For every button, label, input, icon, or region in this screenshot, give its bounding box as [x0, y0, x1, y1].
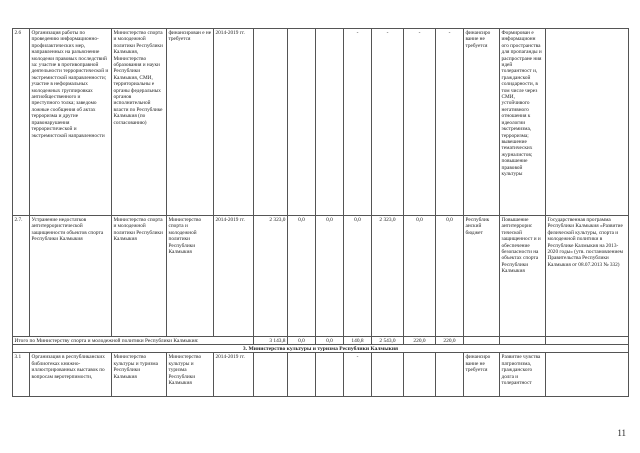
action-cell: Устранение недостатков антитеррористической защищенности объектов спорта Республики Калмыкия — [30, 216, 112, 337]
total-2015-cell: 0,0 — [316, 337, 344, 345]
basis-cell: Государственная программа Республики Калмыкия «Развитие физической культуры, спорта и молодежной политики в Республике Калмыкия на 2013-2020 годы» (утв. постановлением Правительства Республики Калмыкия от 08.07.2013 № 332) — [546, 216, 629, 337]
year-2019-cell — [436, 353, 464, 397]
total-2019-cell: 220,0 — [436, 337, 464, 345]
action-cell: Организация работы по проведению информационно-профилактических мер, направленных на разъяснение молодежи правовых последствий за: участие в противоправной деятельности террористической и экстремистской направленности; участие в неформальных молодежных группировках антиобщественного и преступного толка; заведомо ложные сообщения об актах терроризма и другие правонарушения террористической и экстремистской направленности — [30, 29, 112, 216]
year-2019-cell: 0,0 — [436, 216, 464, 337]
year-2017-cell: - — [372, 29, 404, 216]
basis-cell — [546, 29, 629, 216]
total-label: Итого по Министерству спорта и молодежной политики Республики Калмыкия: — [13, 337, 254, 345]
year-2016-cell: - — [344, 353, 372, 397]
total-cell — [254, 29, 288, 216]
year-2015-cell: 0,0 — [316, 216, 344, 337]
executor-cell: Министерство спорта и молодежной политики Республики Калмыкия — [112, 216, 167, 337]
customer-cell: Министерство спорта и молодежной политики Республики Калмыкия — [167, 216, 214, 337]
year-2018-cell: 0,0 — [404, 216, 436, 337]
total-cell: 2 323,0 — [254, 216, 288, 337]
total-sum-cell: 3 143,8 — [254, 337, 288, 345]
empty-cell — [464, 337, 500, 345]
source-cell: финансиро вание не требуется — [464, 29, 500, 216]
row-number: 2.7. — [13, 216, 30, 337]
basis-cell — [546, 353, 629, 397]
year-2015-cell — [316, 29, 344, 216]
table-row — [13, 29, 629, 216]
total-2017-cell: 2 543,0 — [372, 337, 404, 345]
executor-cell: Министерство спорта и молодежной политики Республики Калмыкия, Министерство образования и науки Республики Калмыкия, СМИ, территориальны е органы федеральных органов исполнительной власти по Республике Калмыкия (по согласованию) — [112, 29, 167, 216]
total-2014-cell: 0,0 — [288, 337, 316, 345]
source-cell: Республик анский бюджет — [464, 216, 500, 337]
action-plan-table — [12, 28, 629, 397]
year-2015-cell — [316, 353, 344, 397]
year-2017-cell — [372, 353, 404, 397]
customer-cell: Министерство культуры и туризма Республики Калмыкия — [167, 353, 214, 397]
section-title: 3. Министерство культуры и туризма Республики Калмыкия — [13, 345, 629, 353]
result-cell: Развитие чувства патриотизма, гражданского долга и толерантност — [500, 353, 546, 397]
source-cell: финансиро вание не требуется — [464, 353, 500, 397]
row-number: 3.1 — [13, 353, 30, 397]
customer-cell: финансирован е не требуется — [167, 29, 214, 216]
total-2016-cell: 140,8 — [344, 337, 372, 345]
period-cell: 2014-2019 гг. — [214, 353, 254, 397]
year-2014-cell — [288, 353, 316, 397]
result-cell: Формирован е информационн ого пространства для пропаганды и распростране ния идей толерантност и, гражданской солидарности, в том числе через СМИ, устойчивого негативного отношения к идеологии экстремизма, терроризма; вывешение тематических журналистов; повышение правовой культуры — [500, 29, 546, 216]
table-row — [13, 216, 629, 337]
total-row — [13, 337, 629, 345]
empty-cell — [500, 337, 546, 345]
year-2018-cell — [404, 353, 436, 397]
result-cell: Повышение антитеррорис тической защищенност и и обеспечение безопасности на объектах спорта Республики Калмыкия — [500, 216, 546, 337]
year-2014-cell — [288, 29, 316, 216]
table-row — [13, 353, 629, 397]
section-header-row — [13, 345, 629, 353]
year-2017-cell: 2 323,0 — [372, 216, 404, 337]
total-2018-cell: 220,0 — [404, 337, 436, 345]
year-2019-cell: - — [436, 29, 464, 216]
executor-cell: Министерство культуры и туризма Республики Калмыкия — [112, 353, 167, 397]
empty-cell — [546, 337, 629, 345]
year-2016-cell: - — [344, 29, 372, 216]
page-number: 11 — [617, 428, 626, 438]
total-cell — [254, 353, 288, 397]
action-cell: Организация в республиканских библиотеках книжно-иллюстрированных выставок по вопросам веротерпимости, — [30, 353, 112, 397]
year-2016-cell: 0,0 — [344, 216, 372, 337]
period-cell: 2014-2019 гг. — [214, 216, 254, 337]
year-2014-cell: 0,0 — [288, 216, 316, 337]
period-cell: 2014-2019 гг. — [214, 29, 254, 216]
row-number: 2.6 — [13, 29, 30, 216]
year-2018-cell: - — [404, 29, 436, 216]
